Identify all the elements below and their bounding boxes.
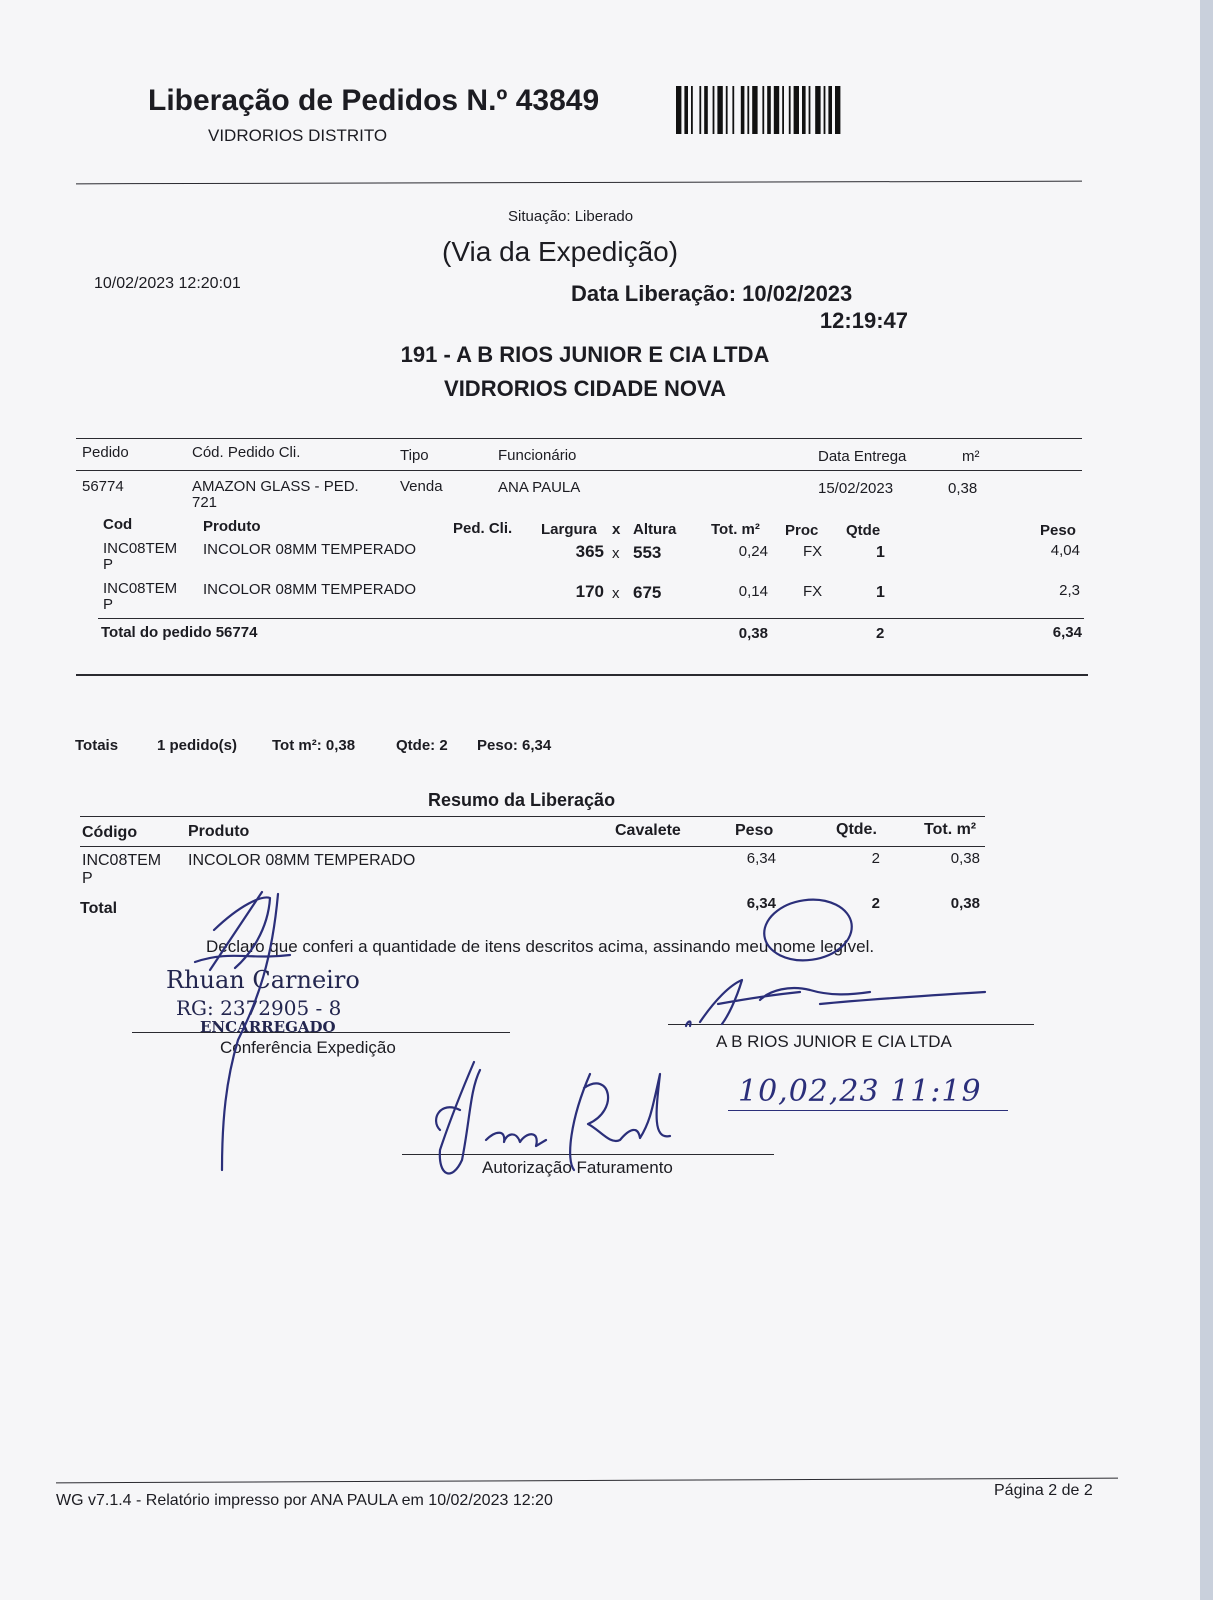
page-number: Página 2 de 2 — [994, 1482, 1093, 1499]
item-product: INCOLOR 08MM TEMPERADO — [203, 581, 417, 598]
item-width: 170 — [575, 582, 604, 601]
client-name: 191 - A B RIOS JUNIOR E CIA LTDA — [400, 342, 770, 367]
item-tot-m2: 0,24 — [738, 543, 768, 560]
order-total-label: Total do pedido 56774 — [101, 624, 258, 641]
item-product: INCOLOR 08MM TEMPERADO — [203, 541, 417, 558]
item-header-proc: Proc — [785, 522, 819, 539]
item-weight: 4,04 — [1050, 542, 1080, 559]
item-header-ped-cli: Ped. Cli. — [453, 520, 513, 537]
item-header-qtde: Qtde — [846, 522, 881, 539]
client-store: VIDRORIOS CIDADE NOVA — [444, 376, 726, 401]
item-qty: 1 — [876, 544, 885, 561]
release-time: 12:19:47 — [819, 308, 908, 333]
order-type: Venda — [400, 478, 443, 495]
item-width: 365 — [575, 542, 604, 561]
item-proc: FX — [803, 583, 823, 600]
order-client-code-line2: 721 — [192, 494, 218, 511]
summary-total-qty: 2 — [871, 895, 880, 912]
summary-title: Resumo da Liberação — [428, 790, 616, 810]
totals-orders: 1 pedido(s) — [157, 737, 238, 754]
printed-datetime: 10/02/2023 12:20:01 — [94, 275, 241, 292]
summary-weight: 6,34 — [746, 850, 776, 867]
item-x: x — [612, 545, 620, 562]
col-header-funcionario: Funcionário — [498, 447, 577, 464]
order-m2: 0,38 — [948, 480, 978, 497]
summary-total-weight: 6,34 — [746, 895, 776, 912]
col-header-pedido: Pedido — [82, 444, 129, 461]
item-code-line1: INC08TEM — [103, 540, 178, 557]
summary-header-tot-m2: Tot. m² — [924, 821, 977, 838]
stamp-rg: RG: 2372905 - 8 — [176, 996, 342, 1020]
order-employee: ANA PAULA — [498, 479, 581, 496]
item-code-line2: P — [103, 596, 114, 613]
item-header-largura: Largura — [541, 521, 597, 538]
summary-code-line1: INC08TEM — [82, 852, 162, 869]
item-header-x: x — [612, 521, 621, 538]
item-weight: 2,3 — [1059, 582, 1080, 599]
item-height: 553 — [633, 543, 662, 562]
col-header-cod-pedido-cli: Cód. Pedido Cli. — [192, 444, 301, 461]
company-subtitle: VIDRORIOS DISTRITO — [208, 126, 388, 145]
item-header-altura: Altura — [633, 521, 677, 538]
copy-type: (Via da Expedição) — [442, 236, 679, 267]
summary-code-line2: P — [82, 870, 93, 887]
summary-total-m2: 0,38 — [950, 895, 980, 912]
totals-weight: Peso: 6,34 — [477, 737, 552, 754]
order-total-weight: 6,34 — [1052, 624, 1082, 641]
summary-header-qtde: Qtde. — [836, 821, 877, 838]
item-height: 675 — [633, 583, 662, 602]
handwritten-date: 10,02,23 11:19 — [738, 1074, 982, 1109]
release-date: Data Liberação: 10/02/2023 — [571, 281, 853, 306]
stamp-role: ENCARREGADO — [200, 1018, 336, 1036]
status-text: Situação: Liberado — [508, 208, 634, 225]
order-total-m2: 0,38 — [738, 625, 768, 642]
signature-label-left: Conferência Expedição — [220, 1038, 396, 1057]
order-total-qty: 2 — [876, 625, 885, 642]
item-header-tot-m2: Tot. m² — [711, 521, 760, 538]
col-header-tipo: Tipo — [400, 447, 429, 464]
item-proc: FX — [803, 543, 823, 560]
totals-m2: Tot m²: 0,38 — [272, 737, 356, 754]
signature-label-right: A B RIOS JUNIOR E CIA LTDA — [716, 1032, 952, 1051]
item-header-peso: Peso — [1040, 522, 1076, 539]
summary-header-cavalete: Cavalete — [615, 822, 681, 839]
declaration-text: Declaro que conferi a quantidade de itens descritos acima, assinando meu nome legível. — [206, 937, 875, 956]
item-code-line1: INC08TEM — [103, 580, 178, 597]
summary-header-codigo: Código — [82, 824, 138, 841]
totals-label: Totais — [75, 737, 119, 754]
col-header-data-entrega: Data Entrega — [818, 448, 907, 465]
item-tot-m2: 0,14 — [738, 583, 768, 600]
order-number: 56774 — [82, 478, 124, 495]
summary-m2: 0,38 — [950, 850, 980, 867]
order-delivery-date: 15/02/2023 — [818, 480, 894, 497]
stamp-name: Rhuan Carneiro — [166, 966, 360, 994]
item-x: x — [612, 585, 620, 602]
item-qty: 1 — [876, 584, 885, 601]
item-header-cod: Cod — [103, 516, 133, 533]
summary-total-label: Total — [80, 900, 118, 917]
summary-qty: 2 — [871, 850, 880, 867]
totals-qty: Qtde: 2 — [396, 737, 448, 754]
document-title: Liberação de Pedidos N.º 43849 — [148, 84, 600, 117]
footer-printed-by: WG v7.1.4 - Relatório impresso por ANA PAULA em 10/02/2023 12:20 — [56, 1492, 553, 1509]
col-header-m2: m² — [962, 448, 980, 465]
summary-header-produto: Produto — [188, 823, 250, 840]
order-client-code-line1: AMAZON GLASS - PED. — [192, 478, 359, 495]
item-header-produto: Produto — [203, 518, 261, 535]
scan-edge — [1200, 0, 1213, 1600]
summary-header-peso: Peso — [735, 822, 774, 839]
summary-product: INCOLOR 08MM TEMPERADO — [188, 852, 416, 869]
item-code-line2: P — [103, 556, 114, 573]
signature-label-bottom: Autorização Faturamento — [482, 1158, 673, 1177]
